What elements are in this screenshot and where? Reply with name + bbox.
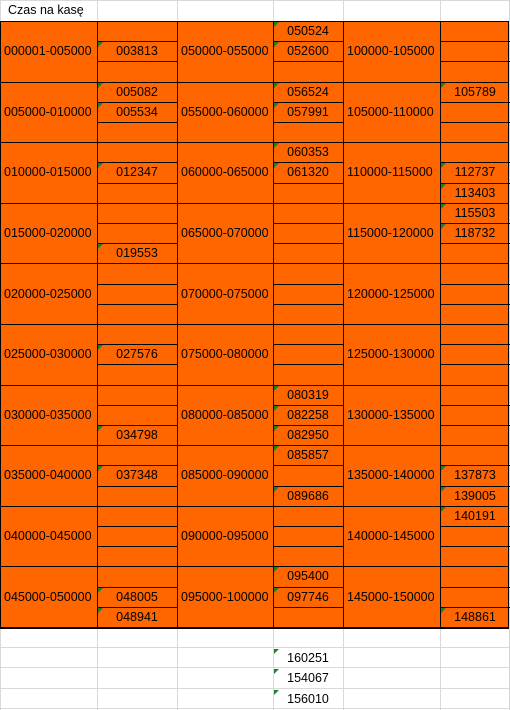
error-marker-icon <box>441 204 446 209</box>
number-cell[interactable] <box>97 546 177 566</box>
number-cell[interactable] <box>273 607 343 627</box>
number-cell[interactable] <box>97 122 177 142</box>
number-cell[interactable] <box>273 243 343 263</box>
group-border <box>0 203 509 204</box>
error-marker-icon <box>98 426 103 431</box>
error-marker-icon <box>441 608 446 613</box>
error-marker-icon <box>274 103 279 108</box>
number-cell[interactable]: 148861 <box>454 609 496 624</box>
number-cell[interactable]: 139005 <box>454 488 496 503</box>
number-cell[interactable] <box>97 284 177 304</box>
number-cell[interactable] <box>440 425 510 445</box>
range-cell[interactable]: 130000-135000 <box>347 407 435 422</box>
number-cell[interactable] <box>440 243 510 263</box>
number-cell[interactable]: 012347 <box>116 165 158 180</box>
number-cell[interactable] <box>440 445 510 465</box>
number-cell[interactable]: 034798 <box>116 428 158 442</box>
range-cell[interactable]: 095000-100000 <box>181 589 269 604</box>
range-cell[interactable]: 125000-130000 <box>347 347 435 362</box>
range-cell[interactable]: 075000-080000 <box>181 347 269 362</box>
number-cell[interactable] <box>440 41 510 61</box>
range-cell[interactable]: 015000-020000 <box>4 226 92 240</box>
number-cell[interactable] <box>97 21 177 41</box>
error-marker-icon <box>274 426 279 431</box>
error-marker-icon <box>98 83 103 88</box>
number-cell[interactable]: 112737 <box>454 165 496 180</box>
number-cell[interactable]: 154067 <box>287 671 329 686</box>
error-marker-icon <box>274 406 279 411</box>
number-cell[interactable] <box>97 486 177 506</box>
number-cell[interactable] <box>440 324 510 344</box>
group-border <box>0 566 509 567</box>
number-cell[interactable] <box>97 566 177 586</box>
number-cell[interactable] <box>440 21 510 41</box>
number-cell[interactable] <box>97 304 177 324</box>
number-cell[interactable] <box>97 142 177 162</box>
error-marker-icon <box>274 42 279 47</box>
range-cell[interactable]: 020000-025000 <box>4 286 92 301</box>
range-cell[interactable]: 000001-005000 <box>4 44 92 59</box>
range-cell[interactable]: 060000-065000 <box>181 165 269 180</box>
number-cell[interactable]: 056524 <box>287 84 329 99</box>
range-cell[interactable]: 010000-015000 <box>4 165 92 180</box>
error-marker-icon <box>274 143 279 148</box>
error-marker-icon <box>98 42 103 47</box>
range-cell[interactable]: 115000-120000 <box>347 226 434 240</box>
number-cell[interactable] <box>273 183 343 203</box>
gridline-horizontal <box>0 667 510 668</box>
number-cell[interactable] <box>273 263 343 283</box>
number-cell[interactable]: 037348 <box>116 468 158 483</box>
number-cell[interactable] <box>273 223 343 243</box>
range-cell[interactable]: 105000-110000 <box>347 104 434 119</box>
number-cell[interactable] <box>440 263 510 283</box>
number-cell[interactable] <box>273 324 343 344</box>
number-cell[interactable] <box>273 465 343 485</box>
error-marker-icon <box>441 507 446 512</box>
number-cell[interactable]: 118732 <box>454 226 496 240</box>
range-cell[interactable]: 040000-045000 <box>4 529 92 543</box>
number-cell[interactable]: 113403 <box>454 185 496 200</box>
number-cell[interactable] <box>273 628 343 648</box>
number-cell[interactable]: 048941 <box>116 609 158 624</box>
error-marker-icon <box>441 224 446 229</box>
range-cell[interactable]: 030000-035000 <box>4 407 92 422</box>
number-cell[interactable] <box>273 304 343 324</box>
error-marker-icon <box>274 690 279 695</box>
range-cell[interactable]: 110000-115000 <box>347 165 433 180</box>
range-cell[interactable]: 025000-030000 <box>4 347 92 362</box>
number-cell[interactable]: 005534 <box>116 104 158 119</box>
group-border <box>0 82 509 83</box>
gridline-horizontal <box>0 708 510 709</box>
number-cell[interactable] <box>440 546 510 566</box>
number-cell[interactable] <box>273 284 343 304</box>
number-cell[interactable] <box>97 364 177 384</box>
number-cell[interactable] <box>440 587 510 607</box>
number-cell[interactable] <box>440 284 510 304</box>
number-cell[interactable]: 052600 <box>287 44 329 59</box>
range-cell[interactable]: 045000-050000 <box>4 589 92 604</box>
number-cell[interactable] <box>97 526 177 546</box>
number-cell[interactable] <box>273 344 343 364</box>
number-cell[interactable] <box>273 506 343 526</box>
range-cell[interactable]: 120000-125000 <box>347 286 435 301</box>
number-cell[interactable] <box>97 61 177 81</box>
group-border <box>0 627 509 629</box>
number-cell[interactable]: 027576 <box>116 347 158 362</box>
number-cell[interactable]: 050524 <box>287 24 329 38</box>
number-cell[interactable]: 160251 <box>287 651 329 666</box>
number-cell[interactable]: 060353 <box>287 145 329 160</box>
group-border <box>0 21 509 22</box>
number-cell[interactable] <box>273 546 343 566</box>
sheet-title-cell[interactable]: Czas na kasę <box>8 3 84 17</box>
number-cell[interactable] <box>440 344 510 364</box>
number-cell[interactable]: 115503 <box>454 205 496 220</box>
error-marker-icon <box>98 163 103 168</box>
number-cell[interactable]: 082258 <box>287 407 329 422</box>
group-border <box>0 506 509 507</box>
error-marker-icon <box>274 446 279 451</box>
range-cell[interactable]: 080000-085000 <box>181 407 269 422</box>
error-marker-icon <box>274 22 279 27</box>
error-marker-icon <box>274 567 279 572</box>
range-cell[interactable]: 035000-040000 <box>4 468 92 483</box>
error-marker-icon <box>441 466 446 471</box>
range-cell[interactable]: 005000-010000 <box>4 104 92 119</box>
number-cell[interactable] <box>97 405 177 425</box>
number-cell[interactable]: 080319 <box>287 387 329 402</box>
gridline-horizontal <box>0 647 510 648</box>
error-marker-icon <box>274 386 279 391</box>
number-cell[interactable]: 105789 <box>454 84 496 99</box>
error-marker-icon <box>441 163 446 168</box>
number-cell[interactable]: 003813 <box>116 44 158 59</box>
error-marker-icon <box>274 588 279 593</box>
number-cell[interactable]: 057991 <box>287 104 329 119</box>
number-cell[interactable] <box>440 304 510 324</box>
number-cell[interactable] <box>97 506 177 526</box>
number-cell[interactable] <box>97 324 177 344</box>
number-cell[interactable]: 095400 <box>287 569 329 584</box>
error-marker-icon <box>441 487 446 492</box>
number-cell[interactable] <box>440 405 510 425</box>
number-cell[interactable] <box>440 142 510 162</box>
number-cell[interactable]: 019553 <box>116 246 158 261</box>
number-cell[interactable] <box>97 445 177 465</box>
error-marker-icon <box>441 184 446 189</box>
range-cell[interactable]: 140000-145000 <box>347 529 435 543</box>
group-border <box>0 324 509 325</box>
number-cell[interactable]: 156010 <box>287 691 329 706</box>
range-cell[interactable]: 100000-105000 <box>347 44 435 59</box>
number-cell[interactable] <box>273 526 343 546</box>
error-marker-icon <box>274 163 279 168</box>
number-cell[interactable] <box>273 61 343 81</box>
error-marker-icon <box>98 103 103 108</box>
number-cell[interactable] <box>440 102 510 122</box>
number-cell[interactable] <box>97 385 177 405</box>
group-border <box>0 142 509 143</box>
number-cell[interactable]: 048005 <box>116 589 158 604</box>
number-cell[interactable]: 085857 <box>287 448 329 463</box>
error-marker-icon <box>274 669 279 674</box>
range-cell[interactable]: 070000-075000 <box>181 286 269 301</box>
error-marker-icon <box>98 244 103 249</box>
number-cell[interactable] <box>97 203 177 223</box>
number-cell[interactable] <box>440 566 510 586</box>
number-cell[interactable] <box>273 203 343 223</box>
number-cell[interactable] <box>440 122 510 142</box>
number-cell[interactable]: 005082 <box>116 84 158 99</box>
range-cell[interactable]: 090000-095000 <box>181 529 269 543</box>
range-cell[interactable]: 145000-150000 <box>347 589 435 604</box>
number-cell[interactable]: 137873 <box>454 468 496 483</box>
number-cell[interactable]: 140191 <box>454 508 496 523</box>
range-cell[interactable]: 065000-070000 <box>181 226 269 240</box>
error-marker-icon <box>98 466 103 471</box>
number-cell[interactable] <box>273 122 343 142</box>
range-cell[interactable]: 050000-055000 <box>181 44 269 59</box>
range-cell[interactable]: 135000-140000 <box>347 468 435 483</box>
number-cell[interactable] <box>440 385 510 405</box>
error-marker-icon <box>274 83 279 88</box>
error-marker-icon <box>98 588 103 593</box>
group-border <box>0 263 509 264</box>
group-border <box>0 445 509 446</box>
range-cell[interactable]: 055000-060000 <box>181 104 269 119</box>
number-cell[interactable] <box>273 364 343 384</box>
error-marker-icon <box>274 487 279 492</box>
number-cell[interactable] <box>440 526 510 546</box>
number-cell[interactable] <box>97 183 177 203</box>
error-marker-icon <box>441 83 446 88</box>
group-border <box>0 385 509 386</box>
number-cell[interactable] <box>440 364 510 384</box>
number-cell[interactable] <box>440 61 510 81</box>
number-cell[interactable]: 082950 <box>287 428 329 442</box>
number-cell[interactable] <box>97 263 177 283</box>
number-cell[interactable] <box>97 223 177 243</box>
error-marker-icon <box>274 649 279 654</box>
number-cell[interactable]: 097746 <box>287 589 329 604</box>
gridline-horizontal <box>0 688 510 689</box>
number-cell[interactable]: 061320 <box>287 165 329 180</box>
error-marker-icon <box>98 345 103 350</box>
error-marker-icon <box>98 608 103 613</box>
range-cell[interactable]: 085000-090000 <box>181 468 269 483</box>
number-cell[interactable]: 089686 <box>287 488 329 503</box>
